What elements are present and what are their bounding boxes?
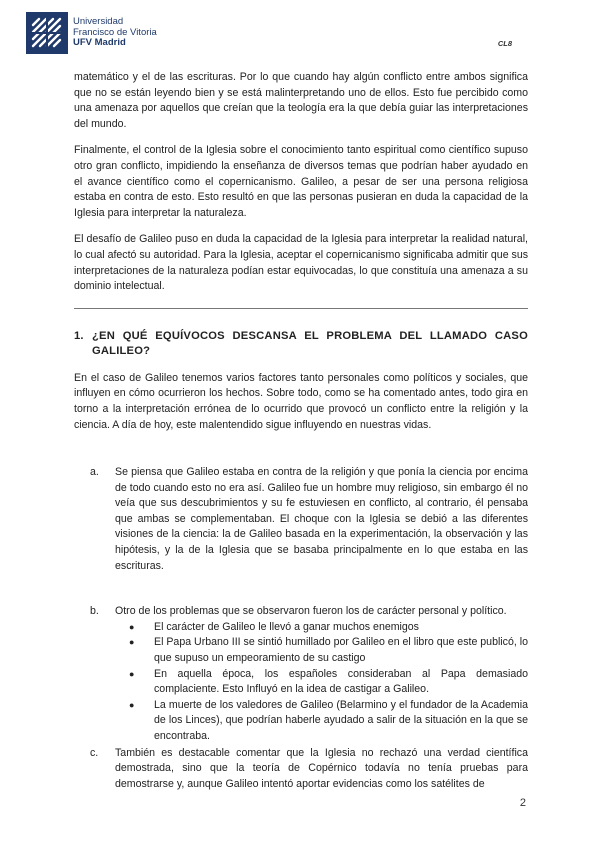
logo-line-name: Francisco de Vitoria bbox=[73, 26, 157, 38]
list-item-a bbox=[74, 465, 528, 574]
bullet-text: En aquella época, los españoles consideraban al Papa demasiado complaciente. Esto Influyó en la idea de castigar a Galileo. bbox=[154, 667, 528, 696]
bullet-icon: ● bbox=[129, 621, 135, 632]
bullet-item bbox=[115, 620, 528, 636]
bullet-text: El Papa Urbano III se sintió humillado por Galileo en el libro que este publicó, lo que supuso un empeoramiento de su castigo bbox=[154, 636, 528, 665]
list-item-b bbox=[74, 604, 528, 744]
body-paragraph: El desafío de Galileo puso en duda la capacidad de la Iglesia para interpretar la realidad natural, lo cual afectó su autoridad. Para la Iglesia, aceptar el copernicanismo significaba admitir que sus interpretaciones de la naturaleza podían estar equivocadas, lo que constituía una amenaza a su dominio intelectual. bbox=[74, 233, 529, 293]
bullet-item bbox=[115, 667, 528, 698]
list-item-c bbox=[74, 746, 528, 793]
body-paragraph: matemático y el de las escrituras. Por lo que cuando hay algún conflicto entre ambos significa que no se están leyendo bien y se está malinterpretando uno de ellos. Esto fue percibido como una amenaza por aquellos que creían que la teología era la que debía guiar las interpretaciones del mundo. bbox=[74, 71, 528, 130]
body-paragraph: Finalmente, el control de la Iglesia sobre el conocimiento tanto espiritual como científico supuso otro gran conflicto, impidiendo la enseñanza de diversos temas que podrían haber ayudado en el avance científico como el copernicanismo. Galileo, a pesar de ser una persona religiosa estaba en contra de esto. Esto resultó en que las personas pusieran en duda la capacidad de la Iglesia para interpretar la naturaleza. bbox=[74, 144, 528, 219]
bullet-text: La muerte de los valedores de Galileo (Belarmino y el fundador de la Academia de los Linces), que podrían haberle ayudado a salir de la situación en la que se encontraba. bbox=[154, 698, 528, 742]
section-number: 1. bbox=[74, 329, 84, 342]
section-intro: En el caso de Galileo tenemos varios factores tanto personales como políticos y sociales, que influyen en cómo ocurrieron los hechos. Sobre todo, como se ha comentado antes, todo gira en torno a la interpretación errónea de lo ocurrido que provocó un conflicto entre la religión y la ciencia. A día de hoy, este malentendido sigue influyendo en nuestras vidas. bbox=[74, 371, 528, 431]
bullet-icon: ● bbox=[129, 668, 135, 679]
section-title: ¿EN QUÉ EQUÍVOCOS DESCANSA EL PROBLEMA DEL LLAMADO CASO GALILEO? bbox=[92, 329, 528, 358]
logo-line-campus: UFV Madrid bbox=[73, 37, 126, 48]
logo-line-university: Universidad bbox=[73, 16, 124, 27]
lettered-list bbox=[74, 465, 528, 792]
university-logo-icon bbox=[26, 12, 68, 54]
bullet-item bbox=[115, 635, 528, 666]
bullet-item bbox=[115, 698, 528, 745]
list-marker: a. bbox=[90, 466, 99, 479]
list-item-text: También es destacable comentar que la Iglesia no rechazó una verdad científica demostrada, sino que la teoría de Copérnico todavía no tenía pruebas para demostrarse y, aunque Galileo intentó aportar evidencias como los satélites de bbox=[115, 746, 528, 790]
document-code: CL8 bbox=[497, 39, 512, 48]
list-item-text: Se piensa que Galileo estaba en contra de la religión y que ponía la ciencia por encima de todo cuando esto no era así. Galileo fue un hombre muy religioso, sin embargo él no veía que sus descubrimientos y su fe estuviesen en conflicto, al contrario, él pensaba que ambas se complementaban. El choque con la Iglesia se debió a las diferentes visiones de la ciencia: la de Galileo basada en la experimentación, la observación y las hipótesis, y la de la Iglesia que se basaba principalmente en lo que estaba en las escrituras. bbox=[115, 466, 528, 572]
list-marker: b. bbox=[90, 605, 99, 618]
page-header bbox=[26, 12, 586, 56]
list-item-body bbox=[115, 604, 528, 744]
list-item-text: Otro de los problemas que se observaron fueron los de carácter personal y político. bbox=[115, 605, 507, 618]
bullet-icon: ● bbox=[129, 699, 135, 710]
bullet-text: El carácter de Galileo le llevó a ganar muchos enemigos bbox=[154, 620, 419, 633]
university-logo-text bbox=[73, 17, 157, 49]
page-number: 2 bbox=[519, 797, 526, 809]
page-content bbox=[74, 70, 528, 792]
bullet-icon: ● bbox=[129, 637, 135, 648]
bullet-list bbox=[115, 620, 528, 745]
section-heading bbox=[74, 329, 528, 360]
list-marker: c. bbox=[90, 746, 99, 759]
section-divider bbox=[74, 308, 528, 309]
